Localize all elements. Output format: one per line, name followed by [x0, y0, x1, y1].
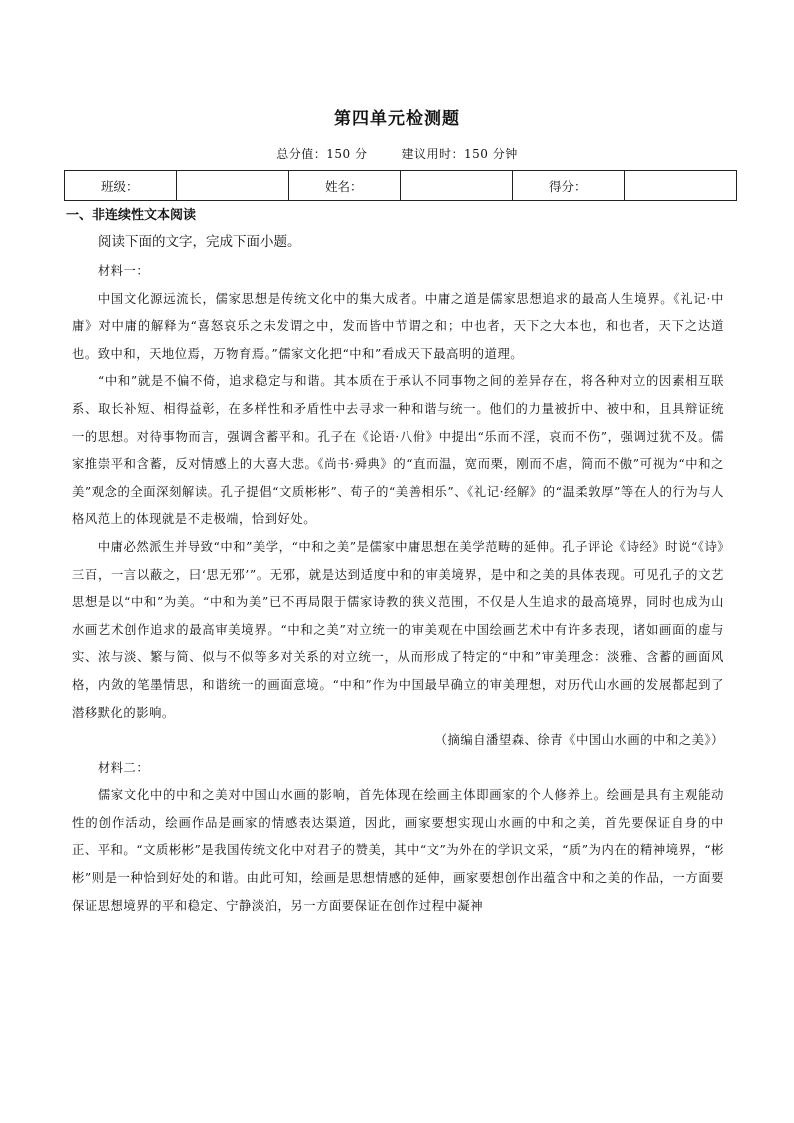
suggested-time: 建议用时：150 分钟	[401, 147, 518, 161]
total-score: 总分值：150 分	[276, 147, 368, 161]
instruction: 阅读下面的文字，完成下面小题。	[98, 234, 301, 250]
material-two-paragraph-1: 儒家文化中的中和之美对中国山水画的影响，首先体现在绘画主体即画家的个人修养上。绘画是具有主观能动性的创作活动，绘画作品是画家的情感表达渠道，因此，画家要想实现山水画的中和之美，首先要保证自身的中正、平和。“文质彬彬”是我国传统文化中对君子的赞美，其中“文”为外在的学识文采，“质”为内在的精神境界，“彬彬”则是一种恰到好处的和谐。由此可知，绘画是思想情感的延伸，画家要想创作出蕴含中和之美的作品，一方面要保证思想境界的平和稳定、宁静淡泊，另一方面要保证在创作过程中凝神	[72, 788, 724, 913]
material-two-label: 材料二：	[97, 760, 150, 775]
material-one-source: （摘编自潘望森、徐青《中国山水画的中和之美》）	[434, 733, 724, 748]
section-heading: 一、非连续性文本阅读	[66, 208, 197, 223]
material-one-paragraph-2: “中和”就是不偏不倚，追求稳定与和谐。其本质在于承认不同事物之间的差异存在，将各种对立的因素相互联系、取长补短、相得益彰，在多样性和矛盾性中去寻求一种和谐与统一。他们的力量被折中、被中和，且具辩证统一的思想。对待事物而言，强调含蓄平和。孔子在《论语·八佾》中提出“乐而不淫，哀而不伤”，强调过犹不及。儒家推崇平和含蓄，反对情感上的大喜大悲。《尚书·舜典》的“直而温，宽而栗，刚而不虐，简而不傲”可视为“中和之美”观念的全面深刻解读。孔子提倡“文质彬彬”、荀子的“美善相乐”、《礼记·经解》的“温柔敦厚”等在人的行为与人格风范上的体现就是不走极端，恰到好处。	[72, 374, 724, 527]
material-one-label: 材料一：	[97, 264, 150, 278]
material-one-paragraph-3: 中庸必然派生并导致“中和”美学，“中和之美”是儒家中庸思想在美学范畴的延伸。孔子评论《诗经》时说“《诗》三百，一言以蔽之，曰‘思无邪’”。无邪，就是达到适度中和的审美境界，是中和之美的具体表现。可见孔子的文艺思想是以“中和”为美。“中和为美”已不再局限于儒家诗教的狭义范围，不仅是人生追求的最高境界，同时也成为山水画艺术创作追求的最高审美境界。“中和之美”对立统一的审美观在中国绘画艺术中有许多表现，诸如画面的虚与实、浓与淡、繁与简、似与不似等多对关系的对立统一，从而形成了特定的“中和”审美理念：淡雅、含蓄的画面风格，内敛的笔墨情思，和谐统一的画面意境。“中和”作为中国最早确立的审美理想，对历代山水画的发展都起到了潜移默化的影响。	[72, 539, 724, 720]
score-label: 得分：	[513, 171, 625, 201]
class-label: 班级：	[65, 171, 177, 201]
reading-passage	[72, 258, 724, 920]
class-field[interactable]	[177, 171, 289, 201]
page-title: 第四单元检测题	[334, 109, 460, 129]
exam-meta	[0, 145, 794, 162]
name-label: 姓名：	[289, 171, 401, 201]
name-field[interactable]	[401, 171, 513, 201]
score-field[interactable]	[625, 171, 737, 201]
student-info-table	[64, 170, 737, 201]
material-one-paragraph-1: 中国文化源远流长，儒家思想是传统文化中的集大成者。中庸之道是儒家思想追求的最高人生境界。《礼记·中庸》对中庸的解释为“喜怒哀乐之未发谓之中，发而皆中节谓之和；中也者，天下之大本也，和也者，天下之达道也。致中和，天地位焉，万物育焉。”儒家文化把“中和”看成天下最高明的道理。	[72, 291, 724, 361]
